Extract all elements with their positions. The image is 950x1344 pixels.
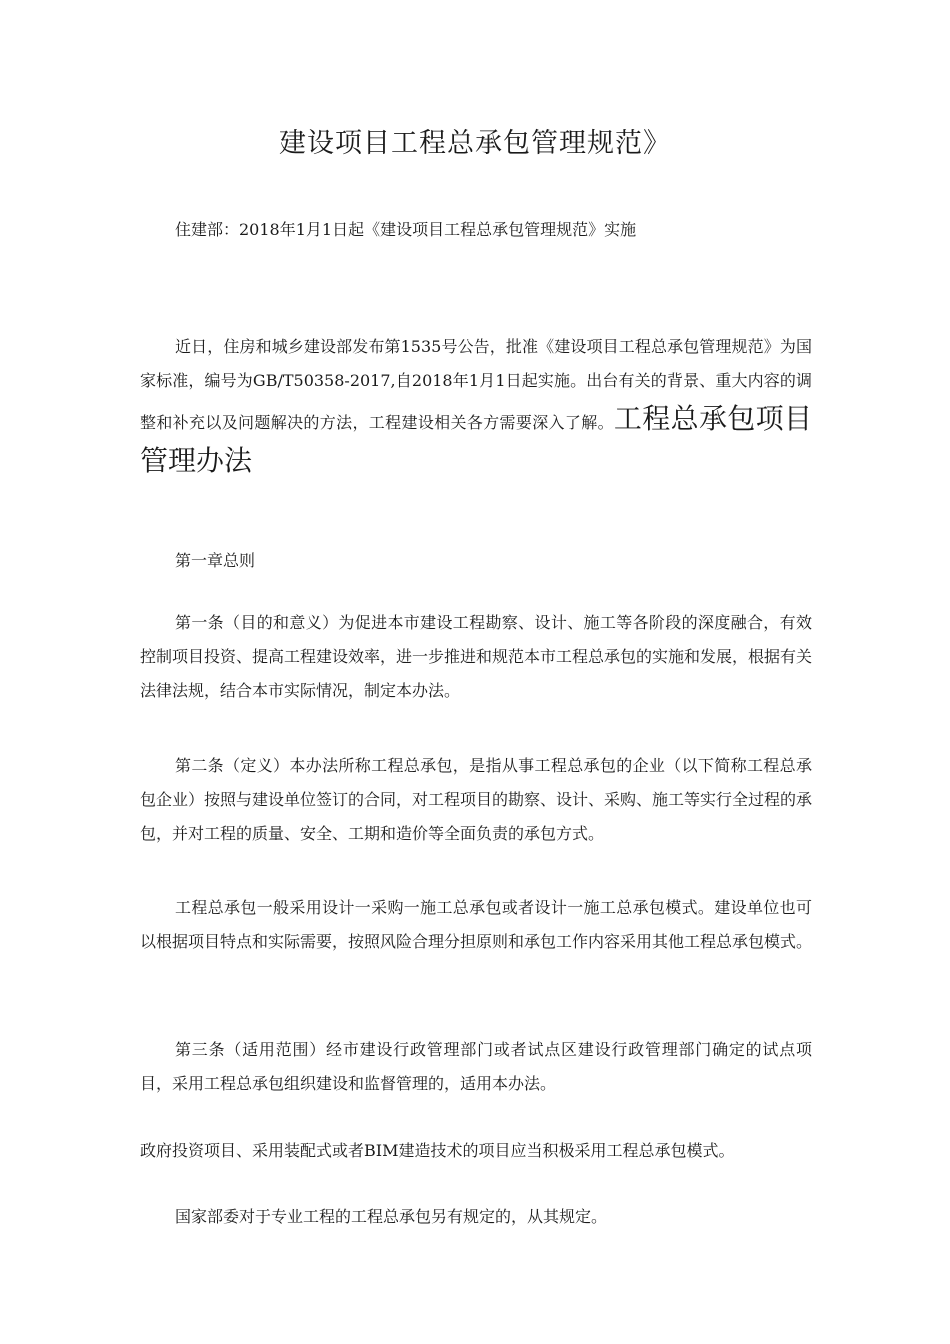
intro-text: 近日，住房和城乡建设部发布第1535号公告，批准《建设项目工程总承包管理规范》为国家标准，编号为GB/T50358-2017,自2018年1月1日起实施。出台有关的背景、重大内容的调整和补充以及问题解决的方法，工程建设相关各方需要深入了解。 [140,337,812,432]
document-title: 建设项目工程总承包管理规范》 [279,128,671,159]
article-1: 第一条（目的和意义）为促进本市建设工程勘察、设计、施工等各阶段的深度融合，有效控制项目投资、提高工程建设效率，进一步推进和规范本市工程总承包的实施和发展，根据有关法律法规，结合本市实际情况，制定本办法。 [140,613,813,700]
article-3: 第三条（适用范围）经市建设行政管理部门或者试点区建设行政管理部门确定的试点项目，采用工程总承包组织建设和监督管理的，适用本办法。 [140,1040,812,1093]
inline-heading: 工程总承包项目管理办法 [140,402,812,477]
chapter-heading: 第一章总则 [175,551,256,570]
article-2-continuation: 工程总承包一般采用设计一采购一施工总承包或者设计一施工总承包模式。建设单位也可以根据项目特点和实际需要，按照风险合理分担原则和承包工作内容采用其他工程总承包模式。 [140,898,813,951]
article-2: 第二条（定义）本办法所称工程总承包，是指从事工程总承包的企业（以下简称工程总承包企业）按照与建设单位签订的合同，对工程项目的勘察、设计、采购、施工等实行全过程的承包，并对工程的质量、安全、工期和造价等全面负责的承包方式。 [140,756,813,843]
article-3-continuation-1: 政府投资项目、采用装配式或者BIM建造技术的项目应当积极采用工程总承包模式。 [140,1141,735,1160]
document-subtitle: 住建部：2018年1月1日起《建设项目工程总承包管理规范》实施 [175,220,637,239]
intro-paragraph [140,330,812,482]
article-3-continuation-2: 国家部委对于专业工程的工程总承包另有规定的，从其规定。 [175,1207,608,1226]
